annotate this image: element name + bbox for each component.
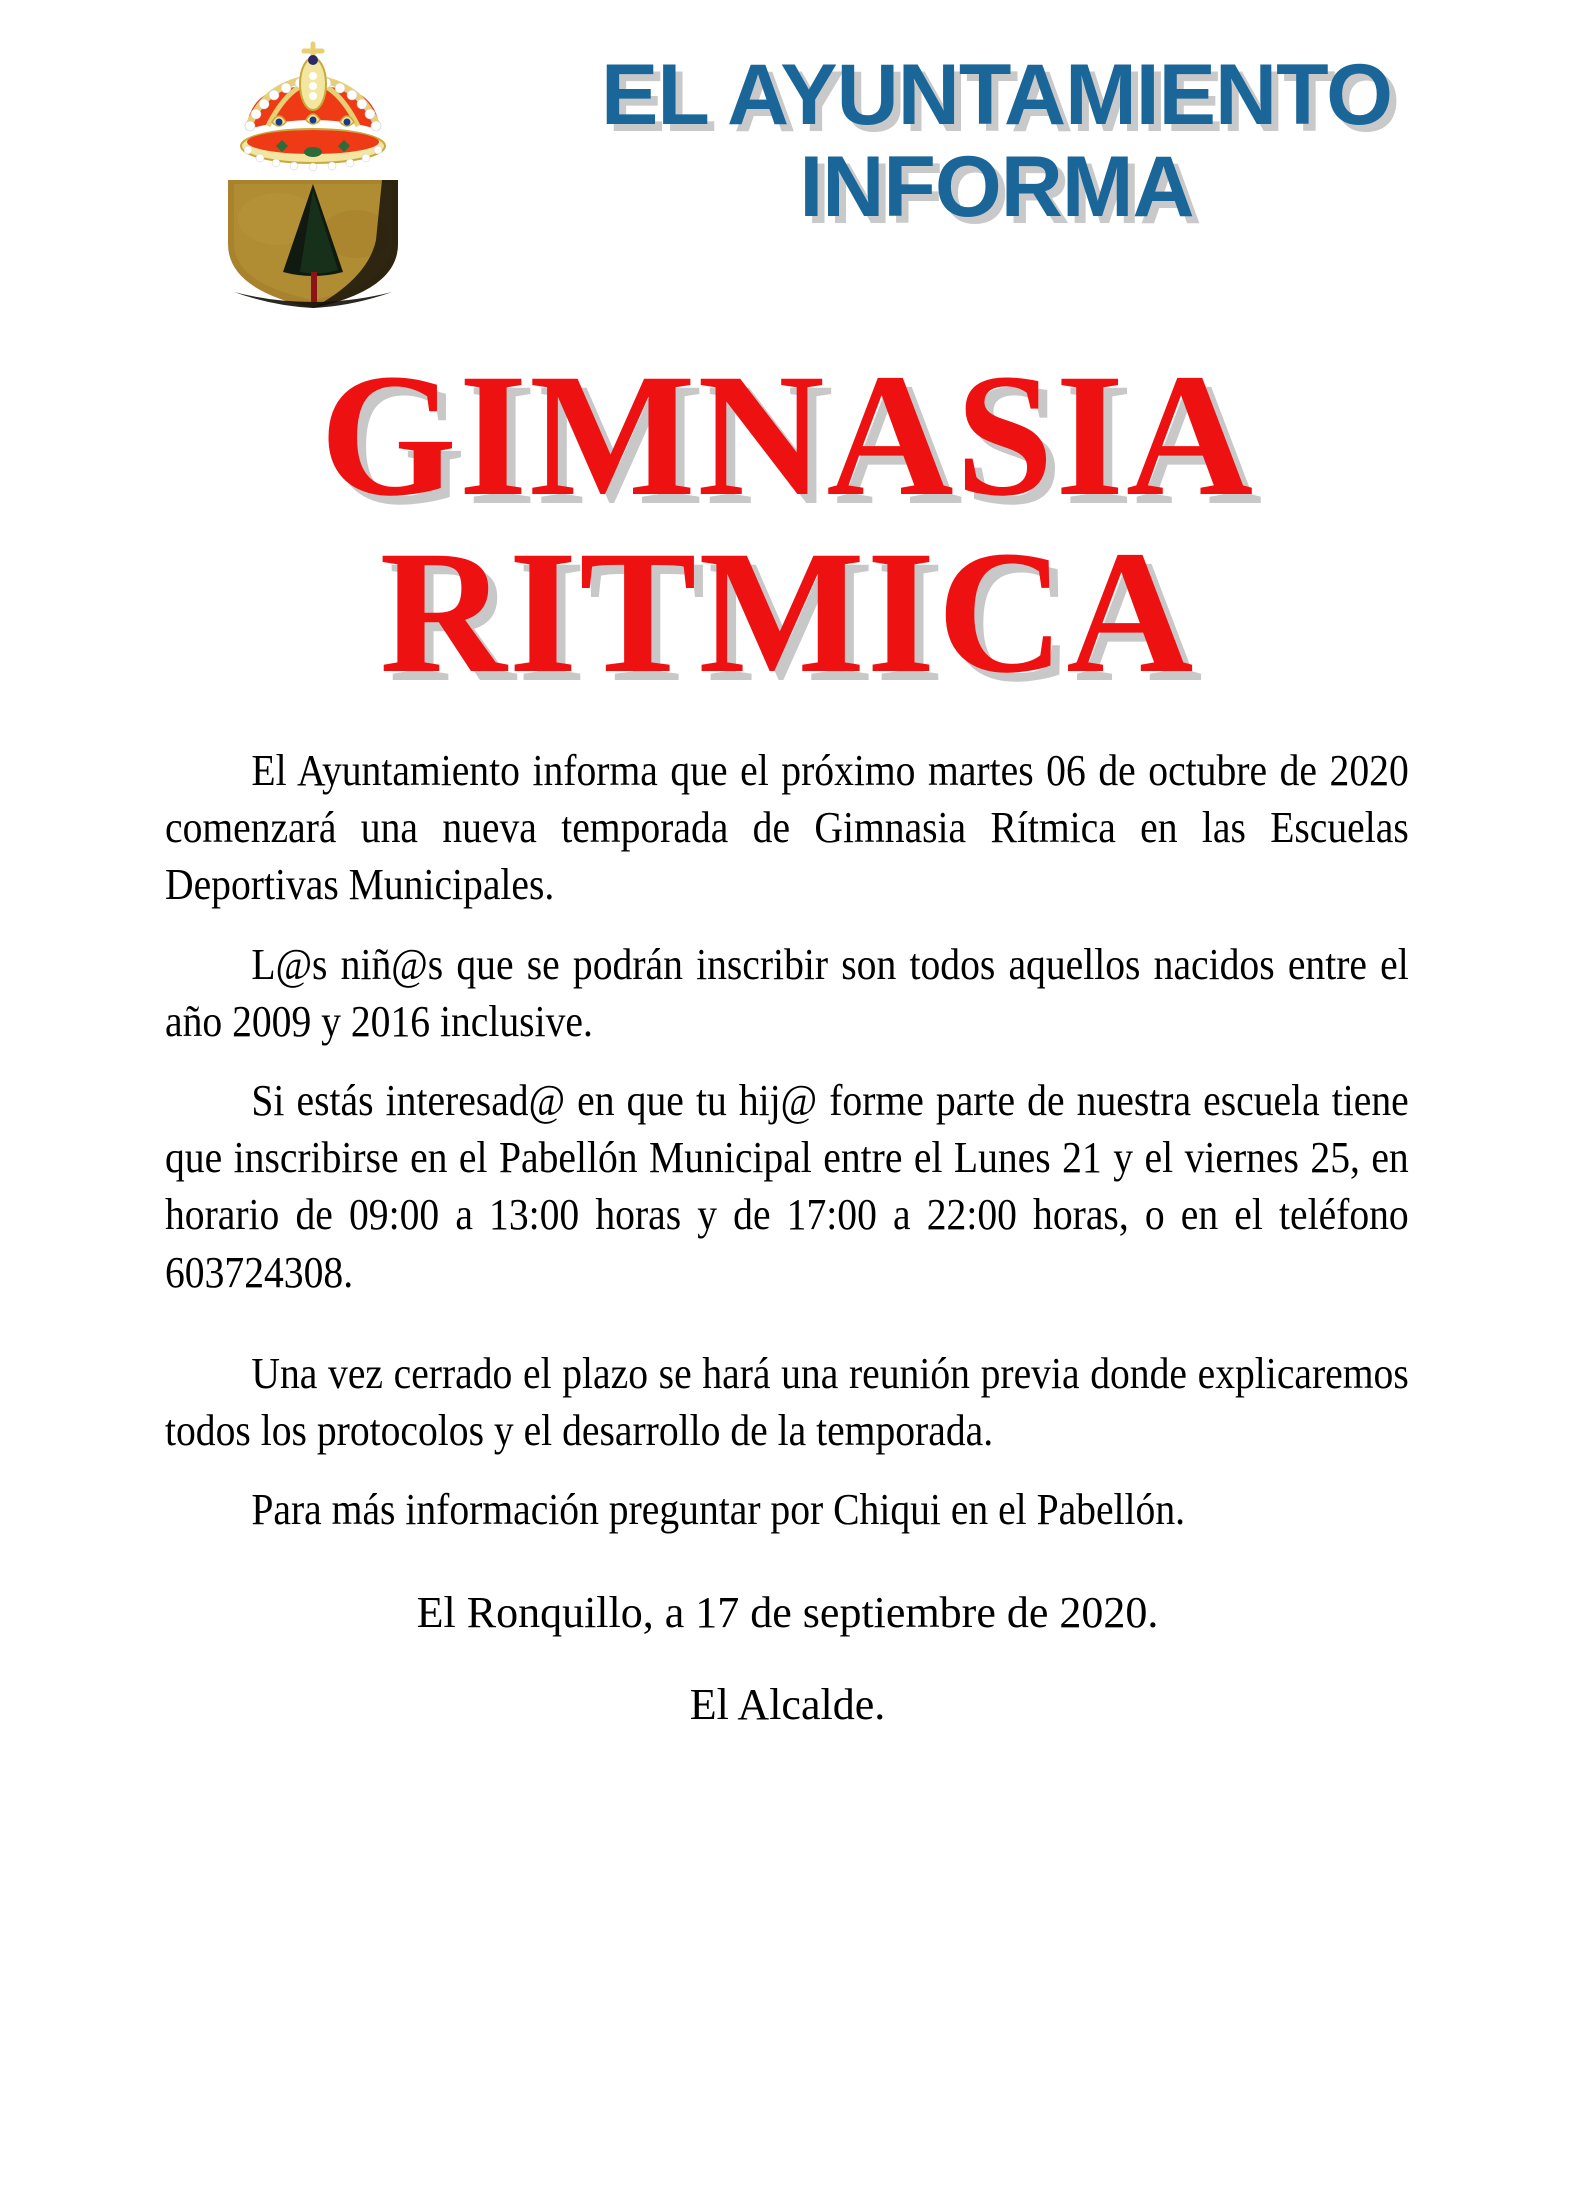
poster-header (0, 0, 1575, 330)
poster-title (0, 338, 1575, 711)
header-line-1: EL AYUNTAMIENTO (601, 47, 1392, 143)
header-title-block (458, 34, 1575, 235)
poster-body (165, 742, 1410, 1538)
poster-signoff (165, 1584, 1410, 1732)
place-and-date: El Ronquillo, a 17 de septiembre de 2020. (416, 1588, 1159, 1638)
coat-of-arms-icon (168, 34, 458, 324)
signer-title: El Alcalde. (689, 1679, 886, 1729)
title-line-2: RITMICA (379, 515, 1196, 711)
body-paragraph: Para más información preguntar por Chiqui en el Pabellón. (251, 1485, 1186, 1535)
body-paragraph: El Ayuntamiento informa que el próximo martes 06 de octubre de 2020 comenzará una nueva temporada de Gimnasia Rítmica en las Escuelas Deportivas Municipales. (165, 746, 1409, 910)
body-paragraph: L@s niñ@s que se podrán inscribir son todos aquellos nacidos entre el año 2009 y 2016 inclusive. (165, 939, 1409, 1046)
title-line-1: GIMNASIA (319, 338, 1256, 533)
body-paragraph: Una vez cerrado el plazo se hará una reunión previa donde explicaremos todos los protocolos y el desarrollo de la temporada. (165, 1348, 1409, 1455)
header-line-2: INFORMA (799, 138, 1194, 235)
body-paragraph: Si estás interesad@ en que tu hij@ forme parte de nuestra escuela tiene que inscribirse en el Pabellón Municipal entre el Lunes 21 y el viernes 25, en horario de 09:00 a 13:00 horas y de 17:00 a 22:00 horas, o en el teléfono 603724308. (165, 1076, 1409, 1297)
